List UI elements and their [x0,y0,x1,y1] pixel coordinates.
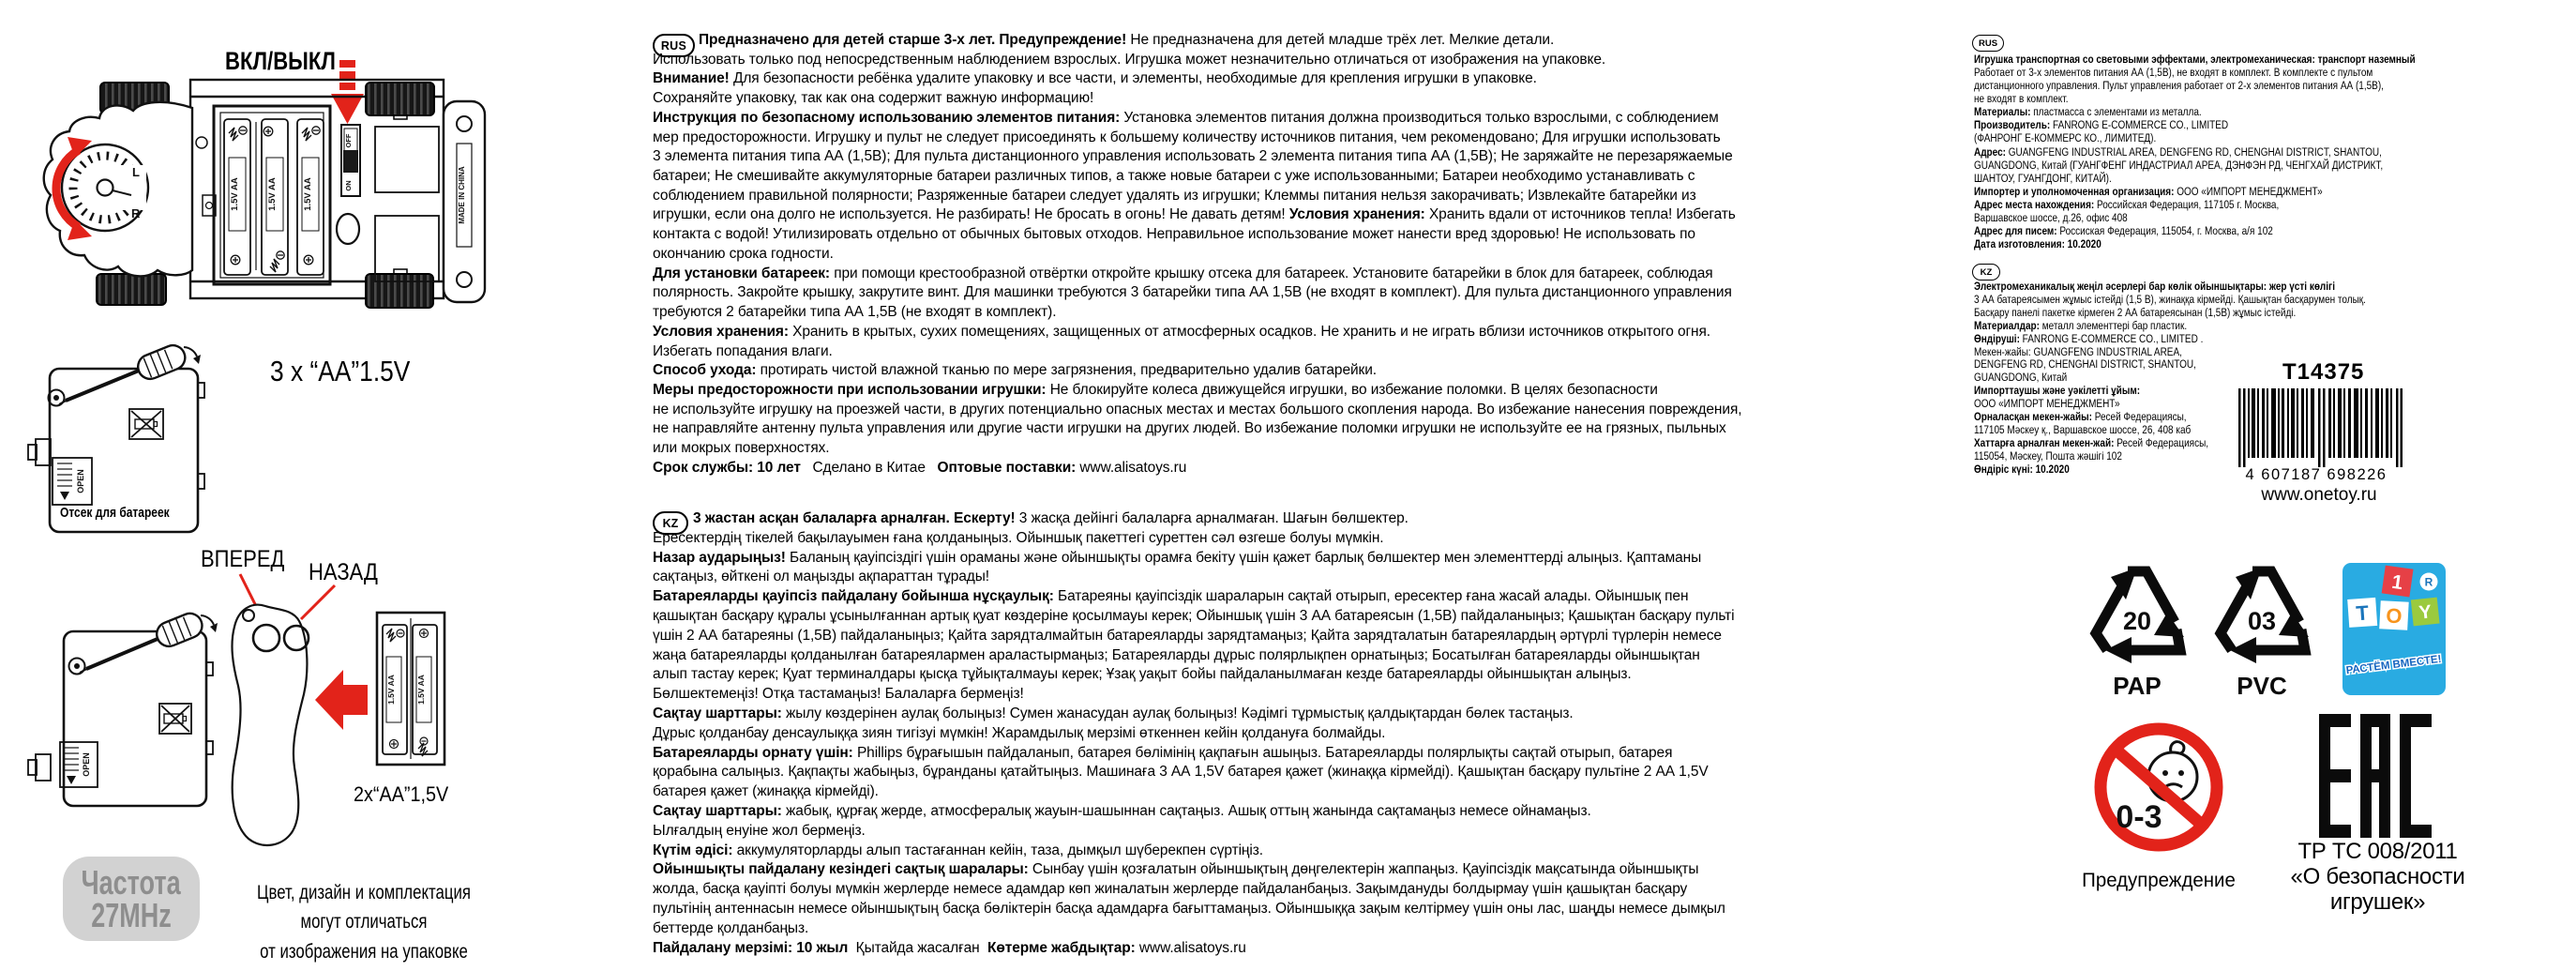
text-line: ООО «ИМПОРТ МЕНЕДЖМЕНТ» [1974,397,2120,411]
text-line: Ересектердің тікелей бақылауымен ғана қолданыңыз. Ойыншық пакеттегі суреттен сәл өзгеше болуы мүмкін. [653,529,1384,546]
text-line: мер предосторожности. Игрушку и пульт не следует присоединять к большему количеству источников питания, чем рекомендовано; Для игрушки использовать [653,129,1721,145]
text-line: 3 жастан асқан балаларға арналған. Ескерту! 3 жасқа дейінгі балаларға арналмаған. Шағын бөлшектер. [693,510,1409,526]
text-line: дистанционного управления. Пульт управления работает от 2-х элементов питания АА (1,5В), [1974,79,2384,93]
text-line: не направляйте антенну пульта управления или другие части игрушки на других людей. Во избежание поломки игрушки не используйте ее на грязных, пыльных [653,420,1726,437]
text-line: или мокрых поверхностях. [653,440,830,457]
remote-battery-pack [377,613,444,765]
text-line: Назар аударыңыз! Баланың қауіпсіздігі үшін ораманы және ойыншықты орамға бекіту үшін қажет барлық бөлшектер мен элементтерді алыңыз. Қаптаманы [653,549,1702,566]
rus-instructions-text [653,31,1741,478]
text-line: «О безопасности [2290,863,2465,889]
text-line: Бөлшектемеңіз! Отқа тастамаңыз! Балаларға бермеңіз! [653,686,1024,703]
text-line: алып тастау керек; Қуат терминалдары қысқа тұйықталмауы керек; Ұзақ уақыт бойы пайдаланылмаған кезде батареяларды ойыншықтан алыңыз. [653,666,1632,683]
recycling-pvc-icon [2211,560,2312,699]
text-line: ШАНТОУ, ГУАНГДОНГ, КИТАЙ). [1974,171,2112,185]
text-line: батарея қажет (жинаққа кірмейді). [653,783,879,800]
text-line: Работает от 3-х элементов питания АА (1,5В), не входят в комплект. В комплекте с пультом [1974,66,2373,80]
age-range: 0-3 [2116,799,2162,835]
text-line: жаңа батареяларды қолданылған батареялармен араластырмаңыз; Батареяларды дұрыс полярлықпен орнатыңыз; Босатылған батареяларды ойыншықтан [653,646,1700,663]
text-line: (ФАНРОНГ Е-КОММЕРС КО., ЛИМИТЕД). [1974,131,2157,145]
text-line: контакта с водой! Утилизировать отдельно от обычных бытовых отходов. Неправильное использование может нанести вред здоровью! Не использовать по [653,226,1695,243]
text-line: қашықтан басқару құралы ұсынылғаннан артық қуат көздеріне қосылмауы керек; Ойыншық үшін 3 АА батареясын (1,5В) пайдаланыңыз; Қашықтан басқару пульті [653,607,1735,624]
block-t: T [2355,600,2370,626]
text-line: үшін 2 АА батареяны (1,5В) пайдаланыңыз; Қайта зарядталмайтын батареяларды зарядтамаңыз; Қайта зарядталатын батареялардың әртүрлі түрлерін немесе [653,627,1722,644]
pvc-code: 03 [2247,607,2277,635]
onetoy-brand-logo [2343,563,2446,695]
text-line: 115054, Мәскеу, Пошта жәшігі 102 [1974,448,2122,463]
text-line: Игрушка транспортная со световыми эффектами, электромеханическая: транспорт наземный [1974,53,2416,66]
block-y: Y [2418,601,2433,624]
kz-instructions-text [653,509,1735,958]
text-line: Варшавское шоссе, д.26, офис 408 [1974,210,2128,224]
text-line: 3 элемента питания типа АА (1,5В); Для пульта дистанционного управления использовать 2 элемента питания типа АА (1,5В); Не заряжайте не перезаряжаемые [653,148,1733,165]
age-warning-icon [2090,719,2227,856]
text-line: GUANGDONG, Китай (ГУАНГФЕНГ ИНДАСТРИАЛ АРЕА, ДЭНФЭН РД, ЧЕНГХАЙ ДИСТРИКТ, [1974,158,2384,172]
switch-off-label: OFF [344,133,353,148]
text-line: 3 АА батареясымен жұмыс істейді (1,5 В), жинаққа кірмейді. Қашықтан басқарумен толық. [1974,292,2366,306]
text-line: Условия хранения: Хранить в крытых, сухих помещениях, защищенных от атмосферных осадков. Не хранить и не играть вблизи источников открытого огня. [653,323,1710,340]
pap-code: 20 [2122,607,2152,635]
forward-label: ВПЕРЕД [201,546,285,572]
svg-text:1.5V AA: 1.5V AA [230,177,240,211]
text-line: беттерде қолданбаңыз. [653,919,809,936]
text-line: Мекен-жайы: GUANGFENG INDUSTRIAL AREA, [1974,344,2182,358]
text-line: ТР ТС 008/2011 [2297,839,2458,864]
text-line: могут отличаться [300,911,428,933]
design-disclaimer [255,878,473,966]
text-line: Басқару панелі пакетке кірмеген 2 АА батареясынан (1,5В) жұмыс істейді. [1974,305,2297,319]
text-line: Импорттаушы және уәкілетті ұйым: [1974,384,2141,398]
registered-mark: R [2424,575,2433,589]
text-line: Цвет, дизайн и комплектация [257,882,471,903]
website-url: www.onetoy.ru [2261,485,2377,505]
text-line: Производитель: FANRONG E-COMMERCE CO., LIMITED [1974,118,2229,132]
text-line: GUANGDONG, Китай [1974,371,2068,385]
text-line: Меры предосторожности при использовании игрушки: Не блокируйте колеса движущейся игрушки, во избежание поломки. В целях безопасности [653,381,1658,398]
block-1: 1 [2390,570,2404,595]
pvc-label: PVC [2237,672,2287,699]
text-line: Дата изготовления: 10.2020 [1974,237,2101,251]
car-battery-compartment-box [28,341,204,532]
svg-text:1.5V AA: 1.5V AA [416,675,426,705]
text-line: Батареяларды қауіпсіз пайдалану бойынша нұсқаулық: Батареяны қауіпсіздік шараларын сақтай отырып, ересектер ғана жасай алады. Ойыншық пен [653,588,1689,605]
aa-cell [297,119,324,275]
age-warning-label: Предупреждение [2082,869,2236,891]
aa-cell [262,119,288,275]
text-line: Дұрыс қолданбау денсаулыққа зиян тигізуі мүмкін! Жарамдылық мерзімі өткеннен кейін қолдануға болмайды. [653,724,1386,741]
text-line: Адрес для писем: Россиская Федерация, 115054, г. Москва, а/я 102 [1974,224,2273,238]
text-line: Электромеханикалық жеңіл әсерлері бар көлік ойыншықтары: жер үсті көлігі [1974,280,2335,293]
dial-left-letter: L [132,165,140,179]
kz-language-badge: KZ [653,511,688,535]
text-line: от изображения на упаковке [260,940,468,963]
text-line: Батареяларды орнату үшін: Phillips бұрағышын пайдаланып, батарея бөлімінің қақпағын ашыңыз. Батареяларды полярлықты сақтай отырып, батарея [653,744,1673,761]
kz-info-badge: KZ [1972,264,2000,281]
text-line: қорабына салыңыз. Қақпақты жабыңыз, бұранданы қатайтыңыз. Машинаға 3 АА 1,5V батарея қажет (жинаққа кірмейді). Қашықтан басқару пультіне 2 АА 1,5V [653,764,1709,781]
text-line: Ойыншықты пайдалану кезіндегі сақтық шаралары: Сынбау үшін қозғалатын ойыншықтың дөңгелектерін жаппаңыз. Қауіпсіздік мақсатында ойыншықты [653,861,1699,878]
steering-dial [44,102,192,277]
battery-compartment-label: Отсек для батареек [60,505,170,521]
svg-text:1.5V AA: 1.5V AA [267,177,278,211]
aa-cell [224,119,250,275]
frequency-line2: 27MHz [91,896,172,934]
power-arrow [331,60,364,124]
svg-text:1.5V AA: 1.5V AA [303,177,313,211]
text-line: батареи; Не смешивайте аккумуляторные батареи различных типов, а также новые батареи с уже использованными; Батареи необходимо устанавливать с [653,168,1695,185]
made-in-china-plate [444,101,485,302]
text-line: жолда, басқа қауіпті болуы мүмкін жерлерде немесе адамдар көп жиналатын жерлерде пайдаланбаңыз. Зақымдануды болдырмау үшін қашықтан басқару [653,881,1688,898]
text-line: Инструкция по безопасному использованию элементов питания: Установка элементов питания должна производиться только взрослыми, с соблюдением [653,109,1719,126]
text-line: полярность. Закройте крышку, закрутите винт. Для машинки требуются 3 батарейки типа АА 1,5В (не входят в комплект). Для пульта дистанционного управления [653,284,1732,301]
text-line: Избегать попадания влаги. [653,342,833,359]
text-line: Орналасқан мекен-жайы: Ресей Федерациясы, [1974,410,2187,424]
barcode-digits: 4 607187 698226 [2245,466,2388,483]
text-line: DENGFENG RD, CHENGHAI DISTRICT, SHANTOU, [1974,357,2196,372]
text-line: Импортер и уполномоченная организация: ООО «ИМПОРТ МЕНЕДЖМЕНТ» [1974,184,2323,198]
text-line: Пайдалану мерзімі: 10 жыл Қытайда жасалған Көтерме жабдықтар: www.alisatoys.ru [653,939,1246,956]
text-line: Күтім әдісі: аккумуляторларды алып тастағаннан кейін, таза, дымқыл шүберекпен сүртіңіз. [653,842,1263,858]
car-underside-diagram [44,60,485,308]
rus-language-badge: RUS [653,34,695,57]
text-line: Өндіруші: FANRONG E-COMMERCE CO., LIMITED . [1974,331,2204,345]
power-switch-label: ВКЛ/ВЫКЛ [225,47,336,75]
text-line: Сохраняйте упаковку, так как она содержит важную информацию! [653,90,1094,107]
text-line: Адрес: GUANGFENG INDUSTRIAL AREA, DENGFENG RD, CHENGHAI DISTRICT, SHANTOU, [1974,144,2382,159]
tr-ts-regulation [2263,840,2493,915]
text-line: Хаттарға арналған мекен-жай: Ресей Федерациясы, [1974,435,2209,449]
svg-text:OPEN: OPEN [82,752,91,777]
frequency-badge [63,857,200,941]
brand-slogan: РАСТЁМ ВМЕСТЕ! [2345,653,2443,677]
text-line: Срок службы: 10 лет Сделано в Китае Оптовые поставки: www.alisatoys.ru [653,459,1187,476]
text-line: соблюдением правильной полярности; Разряженные батареи следует удалять из игрушки; Клеммы питания нельзя закорачивать; Извлекайте батарейки из [653,187,1696,204]
frequency-line1: Частота [82,863,181,902]
text-line: Ылғалдың енуіне жол бермеңіз. [653,822,866,839]
model-number: T14375 [2282,359,2365,385]
text-line: Предназначено для детей старше 3-х лет. Предупреждение! Не предназначена для детей младше трёх лет. Мелкие детали. [699,32,1555,48]
dial-right-letter: R [131,206,141,220]
remote-battery-compartment-box [28,610,218,806]
made-in-china-label: MADE IN CHINA [458,166,466,224]
rus-info-badge: RUS [1972,35,2004,52]
text-line: пультінің антеннасын немесе ойыншықтың басқа бөліктерін басқа адамдарға бағыттамаңыз. Ойыншыққа зақым келтірмеу үшін оны лас, шаңды немесе дымқыл [653,900,1725,917]
pap-label: PAP [2113,672,2162,699]
text-line: Сақтау шарттары: жылу көздерінен аулақ болыңыз! Сумен жанасудан аулақ болыңыз! Кәдімгі тұрмыстық қалдықтардан бөлек тастаңыз. [653,705,1574,721]
eac-mark [2319,714,2432,838]
text-line: игрушки, если она долго не используется. Не разбирать! Не бросать в огонь! Не давать детям! Условия хранения: Хранить вдали от источников тепла! Избегать [653,206,1736,223]
battery-tray [196,106,330,284]
text-line: не входят в комплект. [1974,92,2069,106]
power-switch [341,125,360,196]
text-line: 117105 Мәскеу қ., Варшавское шоссе, 26, 408 каб [1974,422,2192,436]
text-line: Өндіріс күні: 10.2020 [1974,462,2070,476]
text-line: Материалдар: металл элементтері бар пластик. [1974,318,2188,332]
text-line: Способ ухода: протирать чистой влажной тканью по мере загрязнения, предварительно удалив батарейки. [653,362,1377,379]
text-line: Для установки батареек: при помощи крестообразной отвёртки откройте крышку отсека для батареек. Установите батарейки в блок для батареек, соблюдая [653,265,1713,281]
text-line: Материалы: пластмасса с элементами из металла. [1974,105,2202,119]
switch-on-label: ON [344,180,353,191]
left-block-arrow [315,670,368,730]
text-line: Сақтау шарттары: жабық, құрғақ жерде, атмосфералық жауын-шашыннан сақтаңыз. Ашық оттың жанында сақтамаңыз немесе ойнамаңыз. [653,802,1591,819]
text-line: Адрес места нахождения: Российская Федерация, 117105 г. Москва, [1974,197,2280,211]
left-diagrams [0,0,647,971]
remote-outline [232,605,307,845]
open-label: OPEN [76,469,85,493]
car-battery-count-label: 3 x “AA”1.5V [270,355,411,387]
back-label: НАЗАД [309,559,378,585]
remote-battery-count-label: 2x“AA”1,5V [354,782,449,806]
text-line: Внимание! Для безопасности ребёнка удалите упаковку и все части, и элементы, необходимые для крепления игрушки в упаковке. [653,70,1537,87]
text-line: игрушек» [2329,888,2426,915]
text-line: сақтаңыз, өйткені ол маңызды ақпараттан тұрады! [653,569,989,585]
svg-text:1.5V AA: 1.5V AA [386,675,396,705]
block-o: O [2385,603,2403,629]
barcode [2238,387,2403,469]
text-line: не используйте игрушку на проезжей части, в других потенциально опасных местах и местах большого скопления народа. Во избежание нанесения повреждения, [653,401,1742,417]
rus-manufacturer-info [1974,53,2512,250]
recycling-pap-icon [2086,560,2188,699]
text-line: Использовать только под непосредственным наблюдением взрослых. Игрушка может незначительно отличаться от изображения на упаковке. [653,51,1606,68]
text-line: требуются 2 батарейки типа АА 1,5В (не входят в комплект). [653,304,1057,321]
text-line: окончанию срока годности. [653,245,834,262]
